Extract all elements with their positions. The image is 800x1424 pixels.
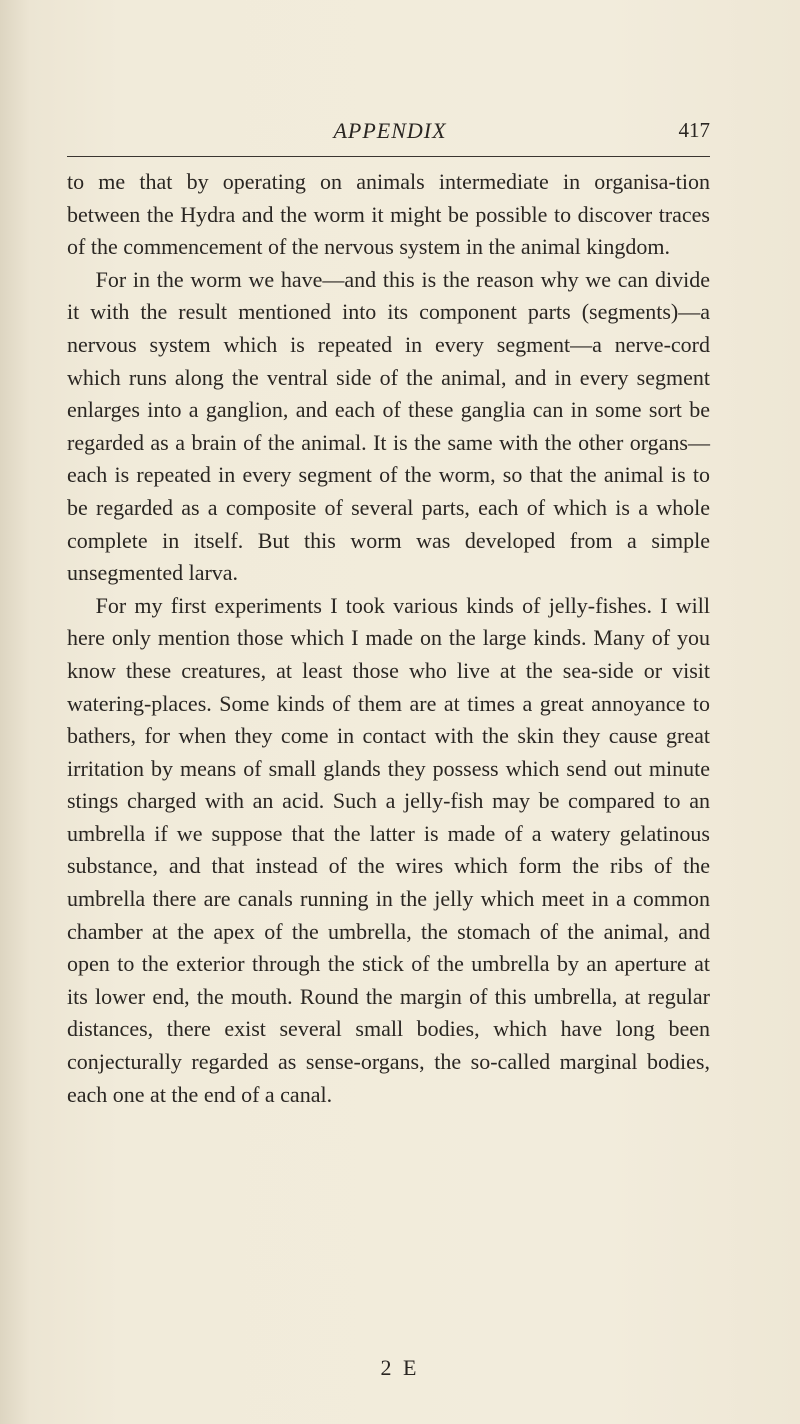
running-title: APPENDIX: [333, 118, 447, 143]
page-number: 417: [678, 118, 710, 142]
signature-mark: 2 E: [380, 1355, 420, 1380]
paragraph-2: For in the worm we have—and this is the reason why we can divide it with the result mentioned into its component parts (segments)—a nervous system which is repeated in every segment—a nerve-cord which runs along the ventral side of the animal, and in every segment enlarges into a ganglion, and each of these ganglia can in some sort be regarded as a brain of the animal. It is the same with the other organs—each is repeated in every segment of the worm, so that the animal is to be regarded as a composite of several parts, each of which is a whole complete in itself. But this worm was developed from a simple unsegmented larva.: [67, 266, 710, 586]
header-rule: [67, 156, 710, 157]
paragraph-1: to me that by operating on animals intermediate in organisa-tion between the Hydra and the worm it might be possible to discover traces of the commencement of the nervous system in the animal kingdom.: [67, 169, 710, 260]
body-text: [67, 166, 710, 1111]
paragraph-3: For my first experiments I took various kinds of jelly-fishes. I will here only mention those which I made on the large kinds. Many of you know these creatures, at least those who live at the sea-side or visit watering-places. Some kinds of them are at times a great annoyance to bathers, for when they come in contact with the skin they cause great irritation by means of small glands they possess which send out minute stings charged with an acid. Such a jelly-fish may be compared to an umbrella if we suppose that the latter is made of a watery gelatinous substance, and that instead of the wires which form the ribs of the umbrella there are canals running in the jelly which meet in a common chamber at the apex of the umbrella, the stomach of the animal, and open to the exterior through the stick of the umbrella by an aperture at its lower end, the mouth. Round the margin of this umbrella, at regular distances, there exist several small bodies, which have long been conjecturally regarded as sense-organs, the so-called marginal bodies, each one at the end of a canal.: [67, 592, 710, 1107]
running-head: [70, 118, 710, 150]
